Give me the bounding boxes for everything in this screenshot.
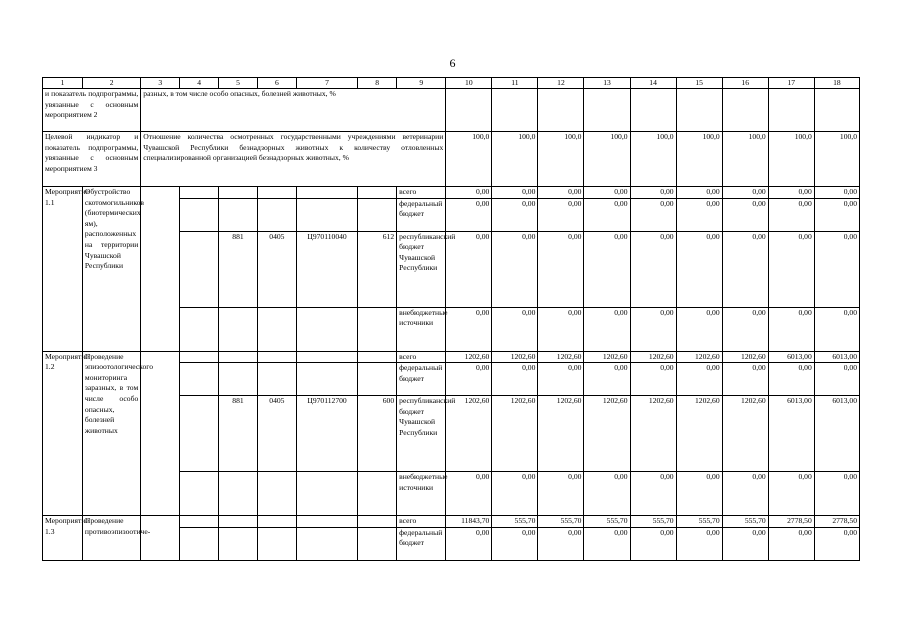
table-cell: 6013,00	[814, 396, 859, 472]
indicator-label: Целевой индикатор и показатель подпрограммы, увязанные с основным мероприятием 3	[43, 132, 141, 187]
table-cell: 0,00	[768, 527, 814, 560]
table-cell: 0,00	[630, 363, 676, 396]
code-target: Ц970112700	[296, 396, 357, 472]
code-section: 0405	[257, 231, 296, 307]
table-cell: 0,00	[676, 472, 722, 516]
table-cell: 0,00	[630, 472, 676, 516]
indicator-value: 100,0	[676, 132, 722, 187]
code-target: Ц970110040	[296, 231, 357, 307]
table-cell: 0,00	[814, 527, 859, 560]
column-header: 4	[180, 78, 219, 89]
table-cell: 0,00	[538, 472, 584, 516]
table-cell: 0,00	[446, 307, 492, 351]
table-cell: 555,70	[630, 516, 676, 528]
table-cell: 0,00	[768, 187, 814, 199]
indicator-value: 100,0	[492, 132, 538, 187]
table-cell: 0,00	[722, 527, 768, 560]
indicator-value: 100,0	[722, 132, 768, 187]
source-name: внебюджетные источники	[397, 472, 446, 516]
table-cell: 0,00	[676, 231, 722, 307]
table-cell: 0,00	[676, 198, 722, 231]
table-row	[43, 187, 860, 199]
column-header: 10	[446, 78, 492, 89]
indicator-value: 100,0	[538, 132, 584, 187]
table-cell: 0,00	[492, 307, 538, 351]
code-vr: 600	[358, 396, 397, 472]
indicator-description: разных, в том числе особо опасных, болезней животных, %	[141, 89, 446, 132]
column-header: 11	[492, 78, 538, 89]
table-cell: 1202,60	[584, 396, 630, 472]
table-cell: 0,00	[492, 363, 538, 396]
table-cell: 0,00	[538, 527, 584, 560]
table-cell: 0,00	[584, 198, 630, 231]
table-cell: 0,00	[492, 187, 538, 199]
table-cell: 0,00	[584, 527, 630, 560]
table-cell: 0,00	[768, 198, 814, 231]
table-cell: 0,00	[630, 231, 676, 307]
table-cell: 0,00	[584, 187, 630, 199]
table-cell: 0,00	[584, 231, 630, 307]
table-cell: 0,00	[584, 363, 630, 396]
column-header: 8	[358, 78, 397, 89]
indicator-value: 100,0	[630, 132, 676, 187]
table-cell: 6013,00	[768, 351, 814, 363]
table-cell: 0,00	[814, 187, 859, 199]
table-cell: 0,00	[676, 363, 722, 396]
column-header: 9	[397, 78, 446, 89]
indicator-value: 100,0	[768, 132, 814, 187]
table-cell: 0,00	[446, 363, 492, 396]
table-row	[43, 516, 860, 528]
source-name: федеральный бюджет	[397, 527, 446, 560]
table-cell: 0,00	[676, 307, 722, 351]
source-name: федеральный бюджет	[397, 198, 446, 231]
table-cell: 555,70	[584, 516, 630, 528]
column-header: 14	[630, 78, 676, 89]
measure-label: Мероприятие 1.1	[43, 187, 83, 352]
column-header: 3	[141, 78, 180, 89]
table-cell: 0,00	[492, 231, 538, 307]
page-number: 6	[449, 56, 456, 70]
table-cell: 0,00	[538, 363, 584, 396]
table-cell: 1202,60	[722, 396, 768, 472]
table-cell: 1202,60	[446, 351, 492, 363]
table-cell: 11843,70	[446, 516, 492, 528]
code-grbs: 881	[219, 231, 258, 307]
code-vr: 612	[358, 231, 397, 307]
table-cell: 555,70	[492, 516, 538, 528]
column-header: 17	[768, 78, 814, 89]
table-cell: 0,00	[722, 307, 768, 351]
source-name: республиканский бюджет Чувашской Республики	[397, 396, 446, 472]
code-section: 0405	[257, 396, 296, 472]
table-cell: 0,00	[676, 187, 722, 199]
table-cell: 1202,60	[538, 396, 584, 472]
column-header: 2	[82, 78, 140, 89]
column-header: 15	[676, 78, 722, 89]
table-cell: 0,00	[768, 231, 814, 307]
column-header: 6	[257, 78, 296, 89]
table-cell: 1202,60	[676, 351, 722, 363]
source-name: республиканский бюджет Чувашской Республики	[397, 231, 446, 307]
table-cell: 0,00	[768, 307, 814, 351]
table-cell: 0,00	[814, 307, 859, 351]
source-name: всего	[397, 351, 446, 363]
table-cell: 1202,60	[492, 396, 538, 472]
table-cell: 0,00	[630, 307, 676, 351]
table-cell: 0,00	[722, 363, 768, 396]
source-name: всего	[397, 516, 446, 528]
table-cell: 1202,60	[446, 396, 492, 472]
table-cell: 0,00	[814, 231, 859, 307]
table-cell: 0,00	[584, 472, 630, 516]
code-grbs: 881	[219, 396, 258, 472]
table-cell: 6013,00	[814, 351, 859, 363]
table-cell: 0,00	[446, 198, 492, 231]
table-cell: 0,00	[768, 363, 814, 396]
table-cell: 0,00	[538, 187, 584, 199]
table-cell: 1202,60	[722, 351, 768, 363]
table-cell: 0,00	[722, 472, 768, 516]
table-cell: 0,00	[630, 198, 676, 231]
table-cell: 555,70	[722, 516, 768, 528]
measure-name: Обустройство скотомогильников (биотермических ям), расположенных на территории Чувашской Республики	[82, 187, 140, 352]
column-header: 13	[584, 78, 630, 89]
table-cell: 0,00	[630, 187, 676, 199]
indicator-label: и показатель подпрограммы, увязанные с основным мероприятием 2	[43, 89, 141, 132]
table-cell: 0,00	[814, 198, 859, 231]
indicator-value: 100,0	[446, 132, 492, 187]
measure-name: Проведение противоэпизоотиче-	[82, 516, 140, 561]
source-name: федеральный бюджет	[397, 363, 446, 396]
table-cell: 6013,00	[768, 396, 814, 472]
table-cell: 2778,50	[814, 516, 859, 528]
column-header: 12	[538, 78, 584, 89]
table-cell: 0,00	[492, 472, 538, 516]
column-header: 5	[219, 78, 258, 89]
table-cell: 0,00	[538, 198, 584, 231]
source-name: всего	[397, 187, 446, 199]
table-cell: 0,00	[446, 472, 492, 516]
table-cell: 1202,60	[584, 351, 630, 363]
table-cell: 0,00	[814, 363, 859, 396]
measure-label: Мероприятие 1.3	[43, 516, 83, 561]
table-cell: 555,70	[676, 516, 722, 528]
table-cell: 1202,60	[538, 351, 584, 363]
indicator-row	[43, 89, 860, 132]
table-cell: 0,00	[492, 198, 538, 231]
source-name: внебюджетные источники	[397, 307, 446, 351]
table-cell: 1202,60	[492, 351, 538, 363]
table-cell: 1202,60	[630, 351, 676, 363]
column-header: 1	[43, 78, 83, 89]
table-cell: 0,00	[538, 231, 584, 307]
indicator-description: Отношение количества осмотренных государственными учреждениями ветеринарии Чувашской Республики безнадзорных животных к количеству отловленных специализированной организацией безнадзорных животных, %	[141, 132, 446, 187]
column-number-row	[43, 78, 860, 89]
table-cell: 1202,60	[676, 396, 722, 472]
table-cell: 0,00	[768, 472, 814, 516]
table-cell: 0,00	[584, 307, 630, 351]
column-header: 7	[296, 78, 357, 89]
program-financing-table	[42, 77, 860, 561]
indicator-value: 100,0	[814, 132, 859, 187]
column-header: 18	[814, 78, 859, 89]
column-header: 16	[722, 78, 768, 89]
table-cell: 0,00	[492, 527, 538, 560]
indicator-row	[43, 132, 860, 187]
table-cell: 0,00	[676, 527, 722, 560]
table-cell: 2778,50	[768, 516, 814, 528]
table-cell: 0,00	[722, 198, 768, 231]
measure-label: Мероприятие 1.2	[43, 351, 83, 516]
table-cell: 0,00	[446, 187, 492, 199]
table-cell: 0,00	[446, 231, 492, 307]
measure-name: Проведение эпизоотологического мониторинга заразных, в том числе особо опасных, болезней животных	[82, 351, 140, 516]
table-cell: 0,00	[630, 527, 676, 560]
table-cell: 0,00	[722, 187, 768, 199]
table-row	[43, 351, 860, 363]
indicator-value: 100,0	[584, 132, 630, 187]
table-cell: 0,00	[722, 231, 768, 307]
table-cell: 555,70	[538, 516, 584, 528]
table-cell: 0,00	[446, 527, 492, 560]
table-cell: 1202,60	[630, 396, 676, 472]
table-cell: 0,00	[814, 472, 859, 516]
table-cell: 0,00	[538, 307, 584, 351]
